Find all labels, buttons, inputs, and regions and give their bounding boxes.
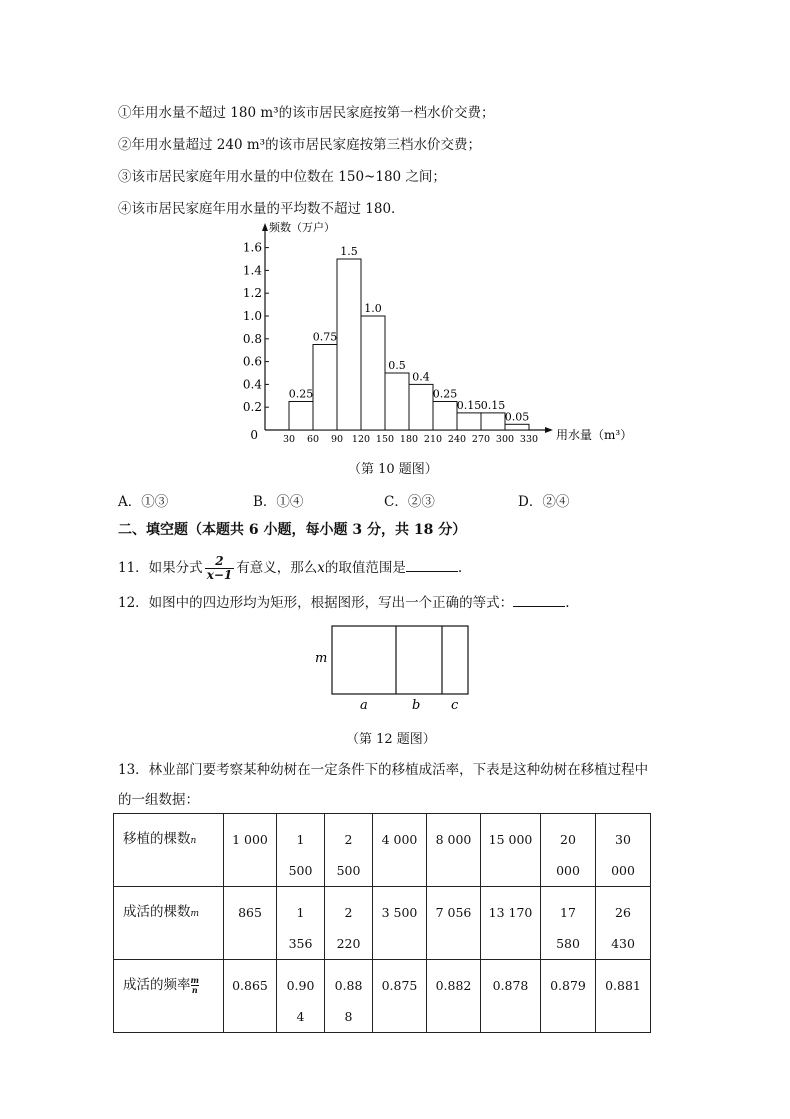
- cell-text: 4 000: [381, 832, 418, 847]
- x-tick-label: 180: [399, 434, 419, 445]
- table-cell: [224, 814, 277, 887]
- statement-1: ①年用水量不超过 180 m³的该市居民家庭按第一档水价交费；: [118, 105, 495, 121]
- outer-rectangle: [332, 626, 468, 694]
- table-cell: [373, 960, 427, 1033]
- row-header: 移植的棵数n: [114, 814, 224, 887]
- answer-blank-12[interactable]: [513, 594, 565, 607]
- table-cell: [277, 960, 325, 1033]
- y-tick-label: 0.4: [242, 377, 262, 392]
- y-tick-label: 0.6: [242, 354, 262, 369]
- fraction: $\frac{2}{x-1}$: [206, 554, 233, 582]
- x-tick-label: 240: [447, 434, 467, 445]
- x-tick-label: 210: [423, 434, 443, 445]
- x-tick-label: 300: [495, 434, 515, 445]
- cell-text: 17: [560, 905, 576, 920]
- table-cell: [427, 960, 481, 1033]
- section-title: 二、填空题（本题共 6 小题，每小题 3 分，共 18 分）: [118, 522, 467, 538]
- statement-4: ④该市居民家庭年用水量的平均数不超过 180．: [118, 201, 405, 217]
- table-row: [114, 960, 651, 1033]
- cell-text: 26: [615, 905, 631, 920]
- x-tick-label: 150: [375, 434, 395, 445]
- question-11: 11．如果分式 $\frac{2}{x-1}$ 有意义，那么x的取值范围是 .: [118, 554, 463, 582]
- option-d[interactable]: D．②④: [518, 494, 570, 510]
- table-cell: [541, 814, 596, 887]
- cell-text: 220: [336, 936, 361, 951]
- row-header: 成活的频率 $\frac{m}{n}$: [114, 960, 224, 1033]
- bar-value-label: 0.25: [288, 387, 314, 401]
- rectangle-figure: [310, 620, 480, 715]
- option-a[interactable]: A．①③: [118, 494, 169, 510]
- table-cell: [481, 960, 541, 1033]
- question-12: 12．如图中的四边形均为矩形，根据图形，写出一个正确的等式： .: [118, 595, 570, 611]
- table-cell: [277, 887, 325, 960]
- question-13-line-2: 的一组数据：: [118, 792, 199, 808]
- label-m: m: [315, 651, 328, 666]
- table-cell: [481, 814, 541, 887]
- label-b: b: [412, 698, 421, 713]
- y-tick-label: 1.6: [242, 240, 262, 255]
- bar-value-label: 1.0: [364, 302, 382, 315]
- bar-value-label: 0.05: [504, 410, 530, 424]
- x-tick-label: 120: [351, 434, 371, 445]
- table-cell: [325, 887, 373, 960]
- table-cell: [596, 814, 651, 887]
- histogram-bar: [361, 316, 385, 430]
- cell-text: 8: [344, 1009, 353, 1024]
- question-13-line-1: 13．林业部门要考察某种幼树在一定条件下的移植成活率，下表是这种幼树在移植过程中: [118, 762, 649, 778]
- histogram-bar: [433, 402, 457, 431]
- origin-label: 0: [250, 428, 258, 442]
- row-header: 成活的棵数m: [114, 887, 224, 960]
- cell-text: 0.865: [232, 978, 268, 993]
- cell-text: 7 056: [435, 905, 472, 920]
- x-tick-label: 30: [282, 434, 296, 445]
- cell-text: 1: [296, 832, 305, 847]
- table-cell: [427, 887, 481, 960]
- bar-value-label: 0.15: [480, 398, 506, 412]
- bar-value-label: 0.15: [456, 398, 482, 412]
- table-row: [114, 887, 651, 960]
- y-tick-label: 0.8: [242, 331, 262, 346]
- y-axis-arrow: [262, 223, 268, 231]
- cell-text: 0.88: [334, 978, 363, 993]
- cell-text: 000: [611, 863, 635, 878]
- histogram-bar: [289, 402, 313, 431]
- y-tick-label: 0.2: [242, 400, 262, 415]
- bar-value-label: 0.4: [412, 370, 430, 384]
- histogram-chart: [240, 215, 633, 455]
- bar-value-label: 0.75: [312, 330, 338, 344]
- table-cell: [325, 960, 373, 1033]
- table-cell: [325, 814, 373, 887]
- cell-text: 356: [288, 936, 313, 951]
- cell-text: 0.881: [605, 978, 641, 993]
- cell-text: 000: [556, 863, 580, 878]
- cell-text: 2: [344, 905, 353, 920]
- cell-text: 580: [556, 936, 580, 951]
- cell-text: 3 500: [381, 905, 418, 920]
- y-tick-label: 1.2: [242, 286, 262, 301]
- chart-caption: （第 10 题图）: [348, 462, 438, 477]
- table-cell: [481, 887, 541, 960]
- histogram-bar: [481, 413, 505, 430]
- table-cell: [541, 887, 596, 960]
- table-cell: [541, 960, 596, 1033]
- option-c[interactable]: C．②③: [384, 494, 435, 510]
- bar-value-label: 0.25: [432, 387, 458, 401]
- cell-text: 0.878: [492, 978, 529, 993]
- x-tick-label: 60: [306, 434, 320, 445]
- table-cell: [427, 814, 481, 887]
- x-axis-arrow: [545, 427, 553, 433]
- statement-2: ②年用水量超过 240 m³的该市居民家庭按第三档水价交费；: [118, 137, 482, 153]
- cell-text: 8 000: [435, 832, 472, 847]
- histogram-bar: [385, 373, 409, 430]
- histogram-bar: [457, 413, 481, 430]
- cell-text: 865: [238, 905, 262, 920]
- table-cell: [596, 887, 651, 960]
- data-table: [113, 813, 651, 1033]
- table-cell: [373, 814, 427, 887]
- x-tick-label: 270: [471, 434, 491, 445]
- cell-text: 0.882: [435, 978, 472, 993]
- x-tick-label: 90: [330, 434, 344, 445]
- label-a: a: [360, 698, 368, 713]
- table-cell: [596, 960, 651, 1033]
- y-tick-label: 1.4: [242, 263, 262, 278]
- cell-text: 500: [288, 863, 313, 878]
- cell-text: 500: [336, 863, 361, 878]
- table-cell: [277, 814, 325, 887]
- table-cell: [373, 887, 427, 960]
- option-b[interactable]: B．①④: [253, 494, 304, 510]
- bar-value-label: 0.5: [388, 359, 406, 372]
- figure-caption: （第 12 题图）: [346, 732, 436, 747]
- cell-text: 430: [611, 936, 635, 951]
- histogram-bar: [337, 259, 361, 430]
- cell-text: 2: [344, 832, 353, 847]
- cell-text: 30: [615, 832, 631, 847]
- cell-text: 0.879: [550, 978, 586, 993]
- histogram-bar: [505, 424, 529, 430]
- cell-text: 1 000: [232, 832, 268, 847]
- histogram-bar: [313, 345, 337, 431]
- y-tick-label: 1.0: [242, 309, 262, 323]
- label-c: c: [451, 698, 459, 713]
- table-cell: [224, 887, 277, 960]
- cell-text: 15 000: [488, 832, 533, 847]
- x-axis-label: 用水量（m³）: [556, 428, 633, 442]
- cell-text: 0.90: [286, 978, 315, 993]
- table-row: [114, 814, 651, 887]
- y-axis-label: 频数（万户）: [269, 221, 335, 234]
- cell-text: 0.875: [381, 978, 418, 993]
- statement-3: ③该市居民家庭年用水量的中位数在 150~180 之间；: [118, 169, 446, 185]
- cell-text: 20: [560, 832, 576, 847]
- cell-text: 4: [296, 1009, 305, 1024]
- answer-blank-11[interactable]: [406, 559, 458, 572]
- cell-text: 13 170: [488, 905, 533, 920]
- bar-value-label: 1.5: [340, 245, 358, 258]
- cell-text: 1: [296, 905, 305, 920]
- x-tick-label: 330: [519, 434, 539, 445]
- histogram-bar: [409, 384, 433, 430]
- table-cell: [224, 960, 277, 1033]
